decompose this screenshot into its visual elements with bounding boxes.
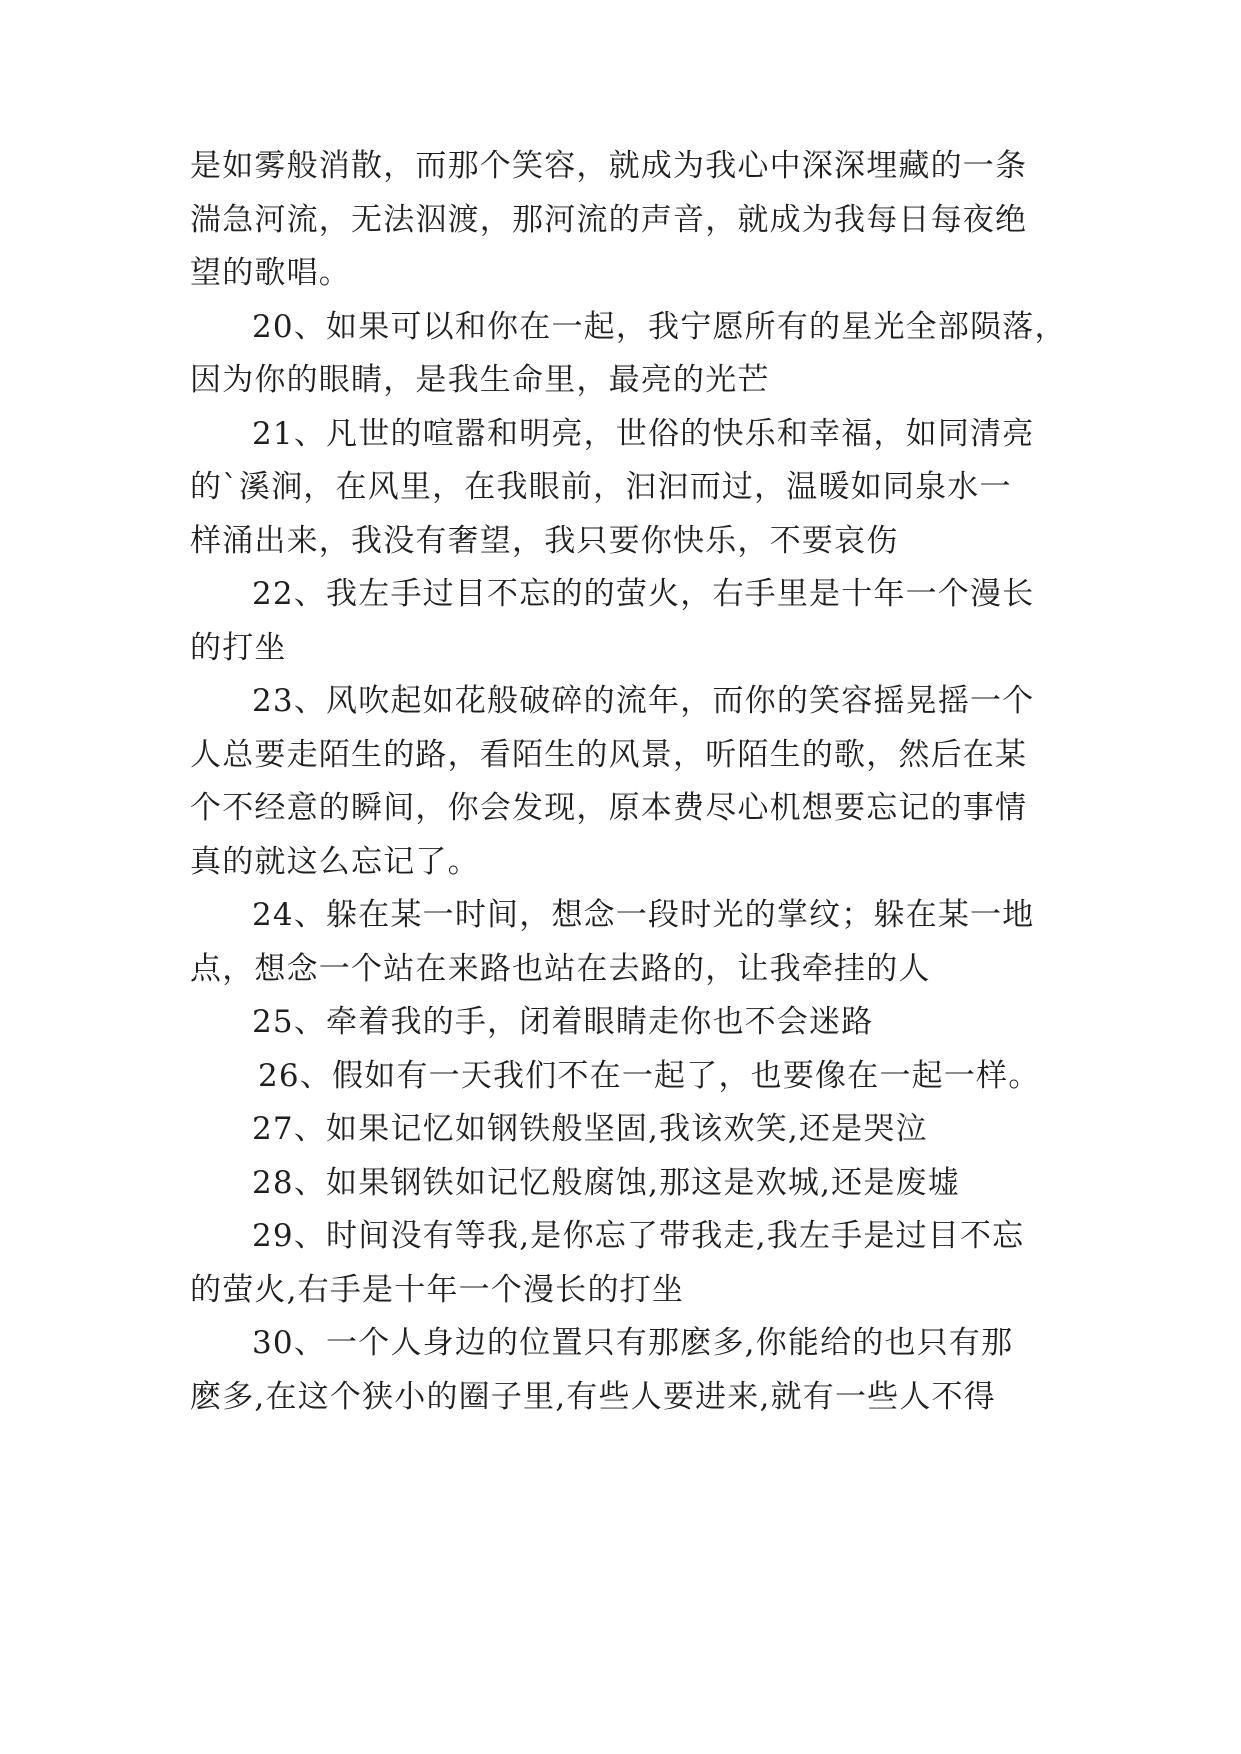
- text-line: 真的就这么忘记了。: [190, 844, 480, 880]
- text-line: 28、如果钢铁如记忆般腐蚀,那这是欢城,还是废墟: [252, 1165, 960, 1201]
- text-line: 是如雾般消散，而那个笑容，就成为我心中深深埋藏的一条: [190, 148, 1028, 184]
- text-line: 24、躲在某一时间，想念一段时光的掌纹；躲在某一地: [252, 897, 1035, 933]
- text-line: 湍急河流，无法泅渡，那河流的声音，就成为我每日每夜绝: [190, 202, 1028, 238]
- text-line: 望的歌唱。: [190, 255, 351, 291]
- text-line: 样涌出来，我没有奢望，我只要你快乐，不要哀伤: [190, 523, 899, 559]
- text-line: 的打坐: [190, 630, 287, 666]
- text-line: 的`溪涧，在风里，在我眼前，汩汩而过，温暖如同泉水一: [190, 469, 1012, 505]
- text-line: 23、风吹起如花般破碎的流年，而你的笑容摇晃摇一个: [252, 683, 1035, 719]
- text-line: 人总要走陌生的路，看陌生的风景，听陌生的歌，然后在某: [190, 737, 1028, 773]
- text-line: 21、凡世的喧嚣和明亮，世俗的快乐和幸福，如同清亮: [252, 416, 1035, 452]
- text-line: 22、我左手过目不忘的的萤火，右手里是十年一个漫长: [252, 576, 1035, 612]
- text-line: 29、时间没有等我,是你忘了带我走,我左手是过目不忘: [252, 1218, 1025, 1254]
- text-line: 26、假如有一天我们不在一起了，也要像在一起一样。: [258, 1058, 1041, 1094]
- text-line: 的萤火,右手是十年一个漫长的打坐: [190, 1272, 685, 1308]
- text-line: 因为你的眼睛，是我生命里，最亮的光芒: [190, 362, 770, 398]
- text-line: 20、如果可以和你在一起，我宁愿所有的星光全部陨落，: [252, 309, 1067, 345]
- text-line: 点，想念一个站在来路也站在去路的，让我牵挂的人: [190, 951, 931, 987]
- text-line: 25、牵着我的手，闭着眼睛走你也不会迷路: [252, 1004, 874, 1040]
- text-line: 30、一个人身边的位置只有那麽多,你能给的也只有那: [252, 1325, 1014, 1361]
- text-line: 个不经意的瞬间，你会发现，原本费尽心机想要忘记的事情: [190, 790, 1028, 826]
- text-line: 麽多,在这个狭小的圈子里,有些人要进来,就有一些人不得: [190, 1379, 996, 1415]
- text-line: 27、如果记忆如钢铁般坚固,我该欢笑,还是哭泣: [252, 1111, 928, 1147]
